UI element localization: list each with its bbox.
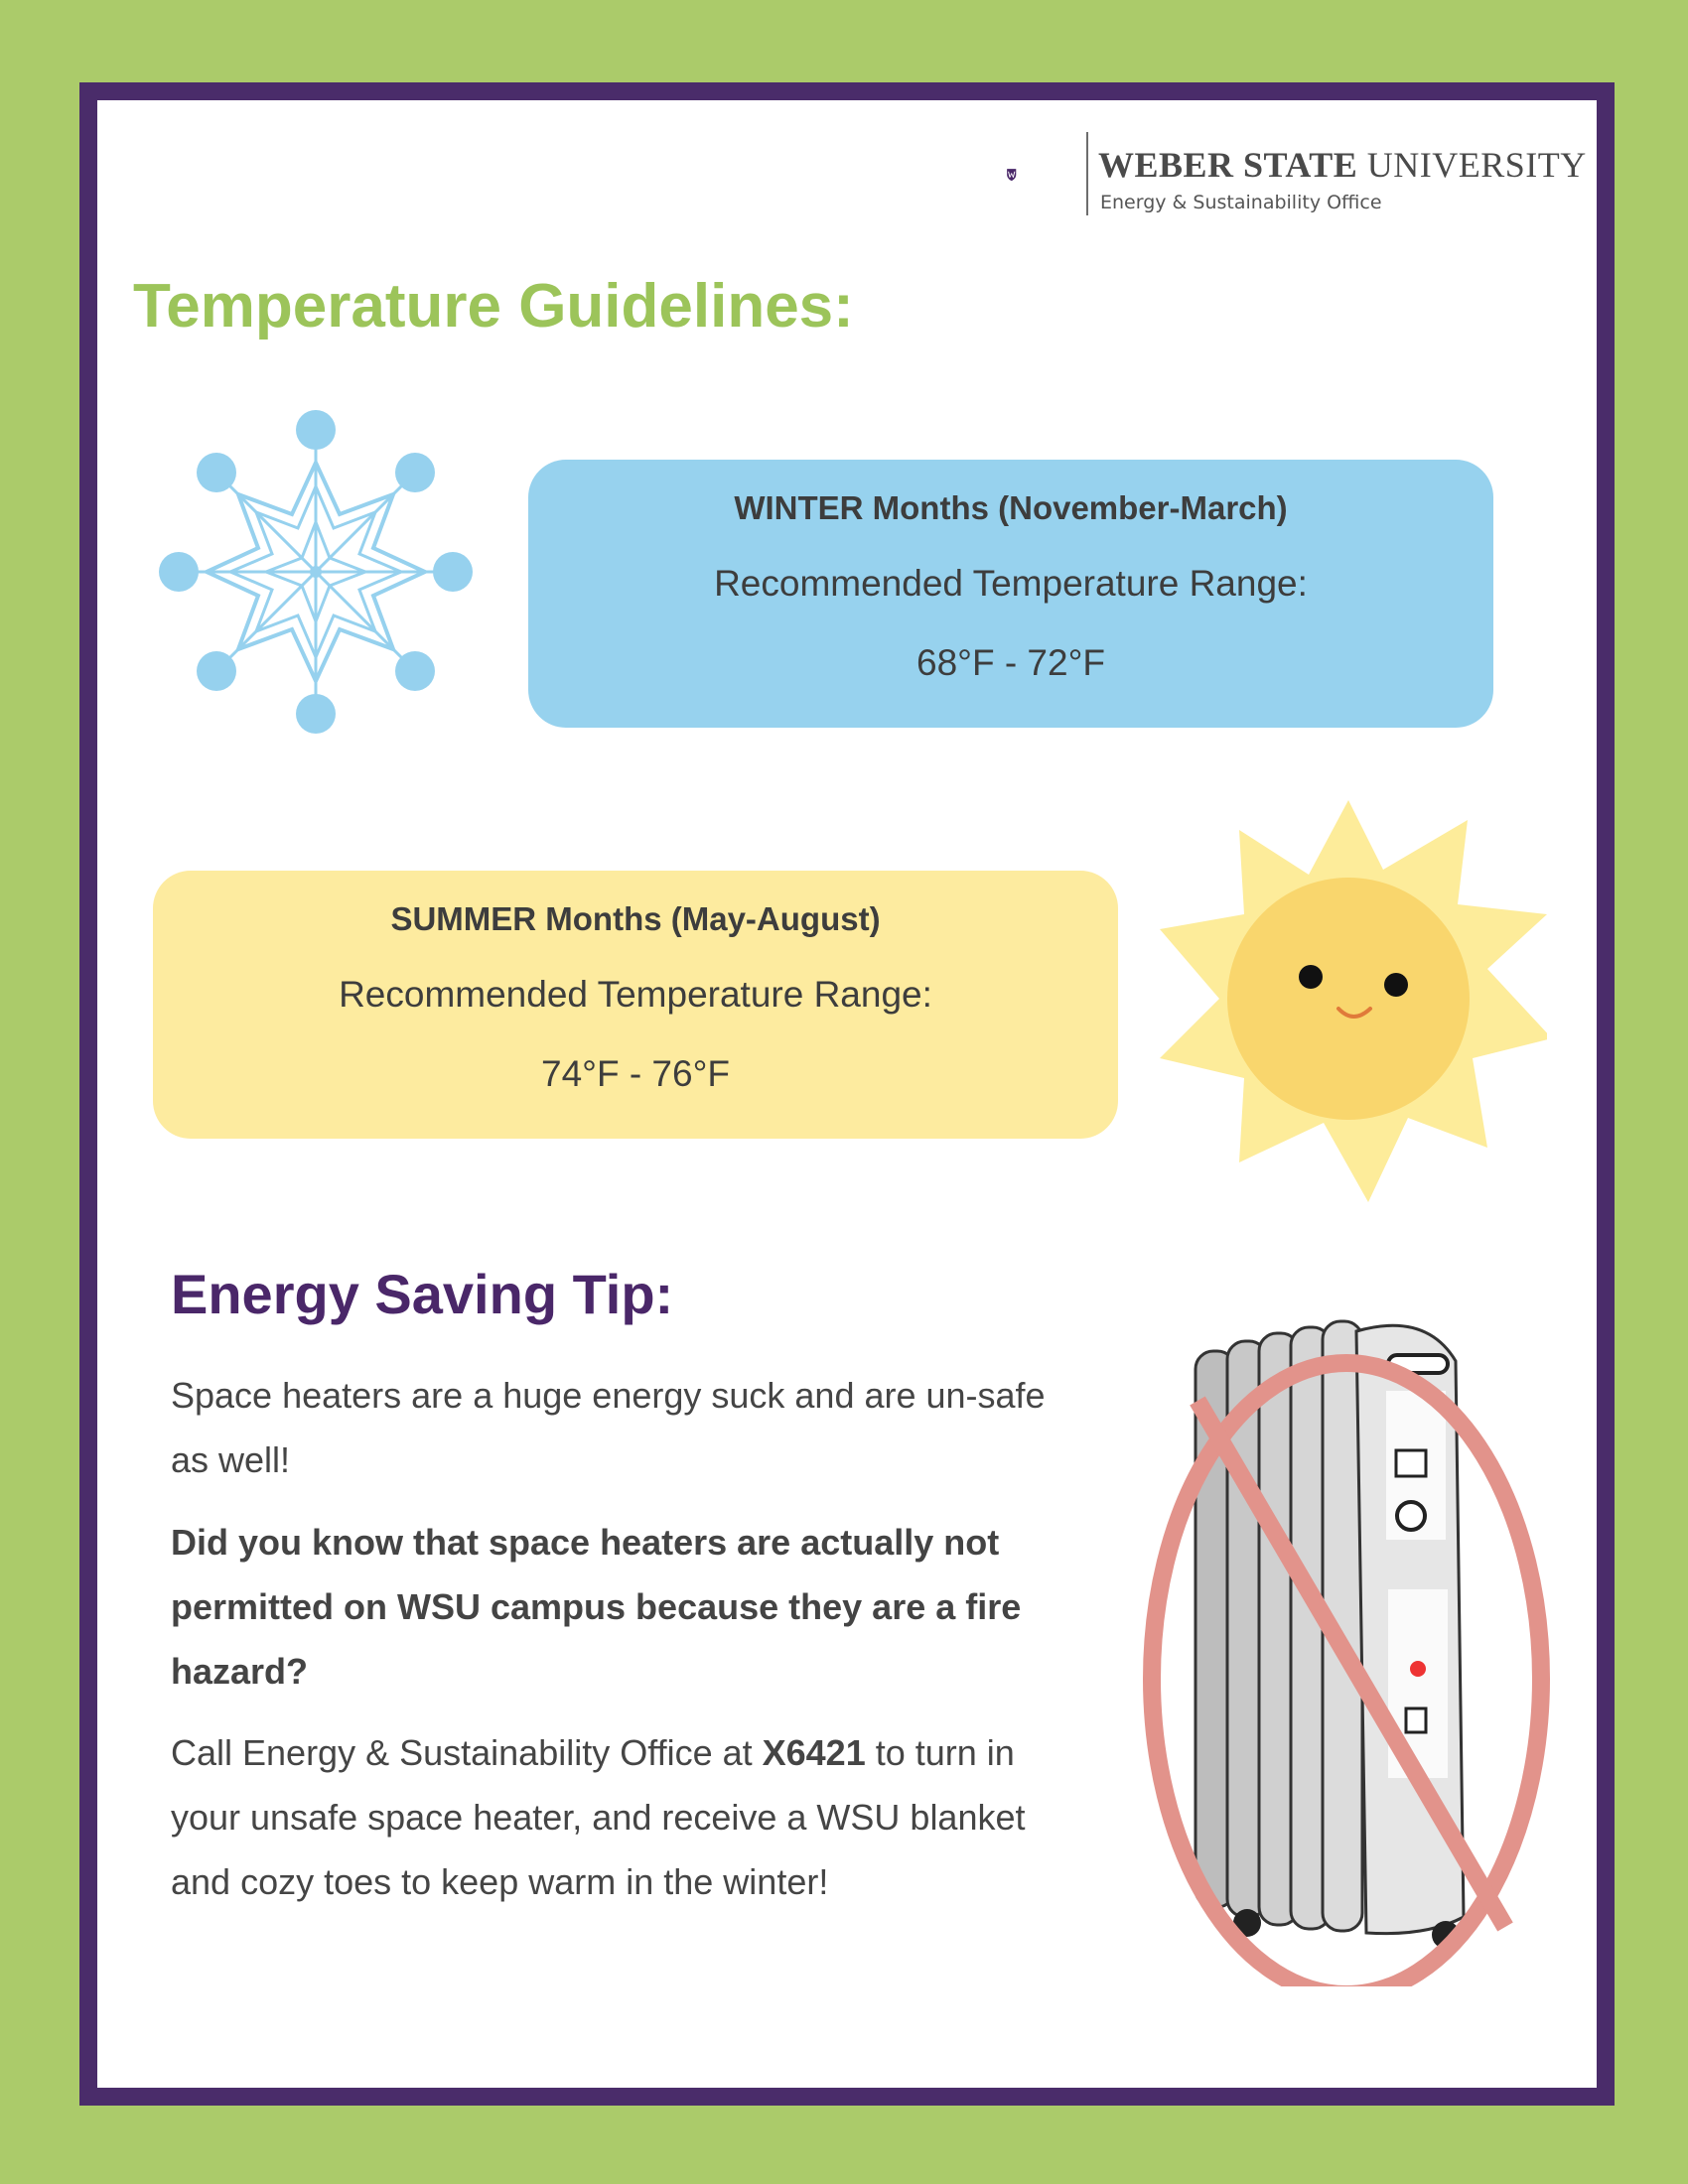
no-space-heater-icon <box>1128 1292 1565 1986</box>
logo-text <box>1098 144 1587 213</box>
summer-subtitle: Recommended Temperature Range: <box>339 974 932 1015</box>
office-name: Energy & Sustainability Office <box>1100 192 1382 213</box>
tip-paragraph-2: Did you know that space heaters are actually not permitted on WSU campus because they are a fire hazard? <box>171 1522 1022 1692</box>
university-name: WEBER STATE UNIVERSITY <box>1098 145 1587 185</box>
winter-range: 68°F - 72°F <box>916 642 1105 683</box>
summer-guideline-box <box>153 871 1118 1139</box>
flyer-page <box>97 100 1597 2088</box>
wsu-shield-logo <box>1006 130 1085 219</box>
tip-paragraph-3: Call Energy & Sustainability Office at X6421 to turn in your unsafe space heater, and receive a WSU blanket and cozy toes to keep warm in the winter! <box>171 1732 1026 1902</box>
snowflake-icon <box>157 408 475 736</box>
logo-divider <box>1086 132 1088 215</box>
page-border <box>79 82 1615 2106</box>
summer-range: 74°F - 76°F <box>541 1053 730 1094</box>
summer-title: SUMMER Months (May-August) <box>390 900 881 937</box>
tip-paragraph-1: Space heaters are a huge energy suck and are un-safe as well! <box>171 1375 1046 1480</box>
sun-icon <box>1150 795 1547 1202</box>
winter-subtitle: Recommended Temperature Range: <box>714 563 1308 604</box>
winter-title: WINTER Months (November-March) <box>734 489 1288 526</box>
tip-title: Energy Saving Tip: <box>171 1263 674 1325</box>
guidelines-title: Temperature Guidelines: <box>133 272 854 341</box>
phone-extension: X6421 <box>762 1732 866 1773</box>
winter-guideline-box <box>528 460 1493 728</box>
